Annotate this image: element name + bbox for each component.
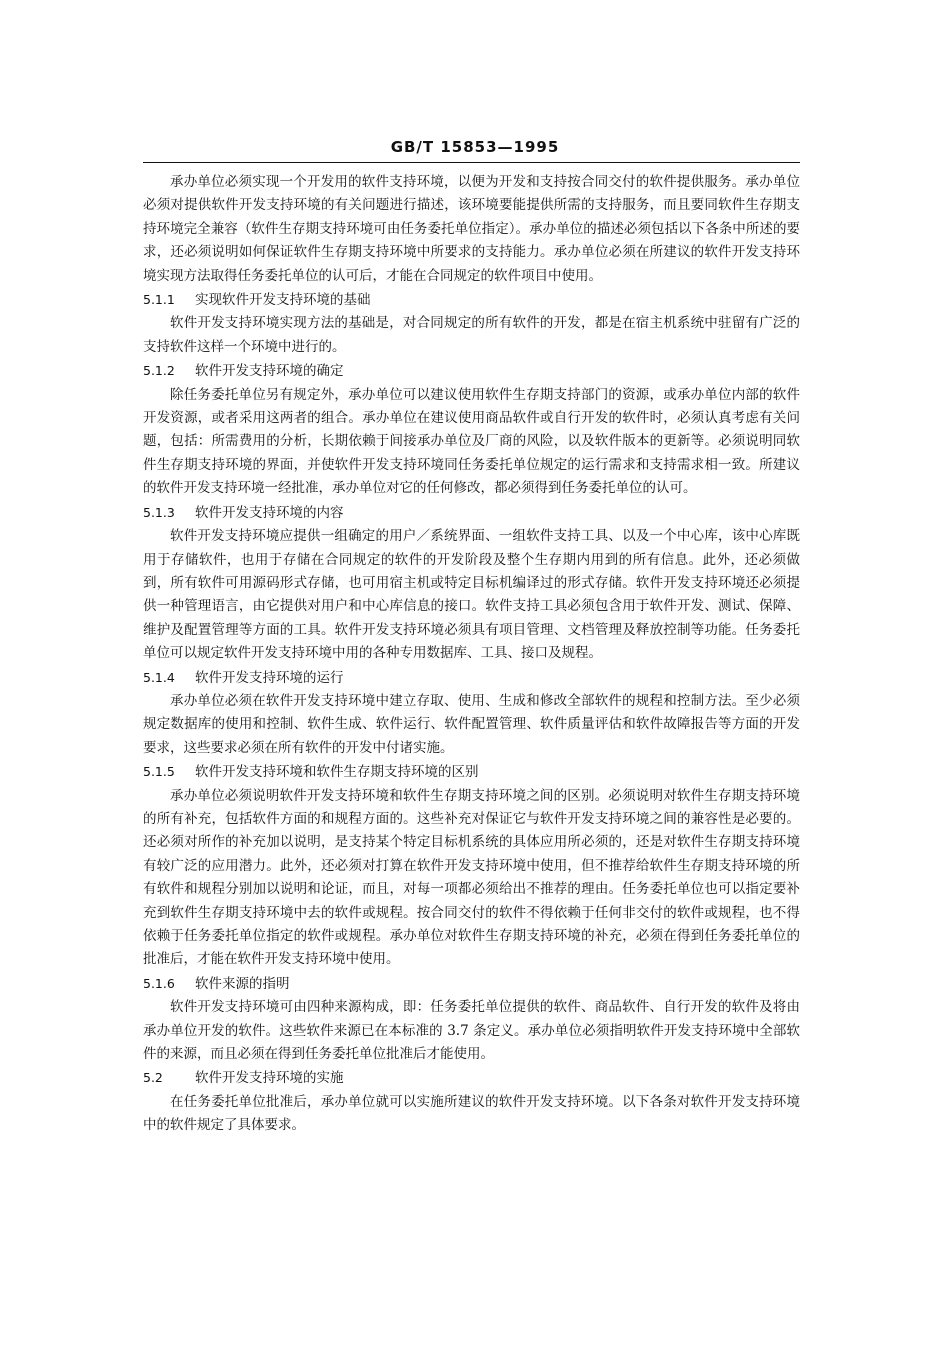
paragraph-5-1-4: 承办单位必须在软件开发支持环境中建立存取、使用、生成和修改全部软件的规程和控制方法。至少必须规定数据库的使用和控制、软件生成、软件运行、软件配置管理、软件质量评估和软件故障报告等方面的开发要求，这些要求必须在所有软件的开发中付诸实施。 (143, 692, 800, 756)
header-rule (143, 162, 800, 163)
section-number: 5.1.4 (143, 669, 175, 685)
section-heading-5-1-1 (143, 288, 800, 312)
section-number: 5.1.6 (143, 975, 175, 991)
paragraph-5-1-5: 承办单位必须说明软件开发支持环境和软件生存期支持环境之间的区别。必须说明对软件生存期支持环境的所有补充，包括软件方面的和规程方面的。这些补充对保证它与软件开发支持环境之间的兼容性是必要的。还必须对所作的补充加以说明，是支持某个特定目标机系统的具体应用所必须的，还是对软件生存期支持环境有较广泛的应用潜力。此外，还必须对打算在软件开发支持环境中使用，但不推荐给软件生存期支持环境的所有软件和规程分别加以说明和论证，而且，对每一项都必须给出不推荐的理由。任务委托单位也可以指定要补充到软件生存期支持环境中去的软件或规程。按合同交付的软件不得依赖于任何非交付的软件或规程，也不得依赖于任务委托单位指定的软件或规程。承办单位对软件生存期支持环境的补充，必须在得到任务委托单位的批准后，才能在软件开发支持环境中使用。 (143, 787, 800, 968)
section-heading-5-1-6 (143, 972, 800, 996)
paragraph-5-1-1: 软件开发支持环境实现方法的基础是，对合同规定的所有软件的开发，都是在宿主机系统中驻留有广泛的支持软件这样一个环境中进行的。 (143, 315, 800, 355)
section-heading-5-2 (143, 1066, 800, 1090)
section-heading-5-1-2 (143, 359, 800, 383)
paragraph-intro: 承办单位必须实现一个开发用的软件支持环境，以便为开发和支持按合同交付的软件提供服务。承办单位必须对提供软件开发支持环境的有关问题进行描述，该环境要能提供所需的支持服务，而且要同软件生存期支持环境完全兼容（软件生存期支持环境可由任务委托单位指定）。承办单位的描述必须包括以下各条中所述的要求，还必须说明如何保证软件生存期支持环境中所要求的支持能力。承办单位必须在所建议的软件开发支持环境实现方法取得任务委托单位的认可后，才能在合同规定的软件项目中使用。 (143, 174, 800, 284)
section-number: 5.1.2 (143, 363, 175, 379)
section-number: 5.1.5 (143, 764, 175, 780)
section-title: 软件开发支持环境的运行 (195, 669, 344, 686)
standard-number: GB/T 15853—1995 (390, 138, 560, 156)
paragraph-5-1-6: 软件开发支持环境可由四种来源构成，即：任务委托单位提供的软件、商品软件、自行开发的软件及将由承办单位开发的软件。这些软件来源已在本标准的 3.7 条定义。承办单位必须指明软件开发支持环境中全部软件的来源，而且必须在得到任务委托单位批准后才能使用。 (143, 999, 800, 1063)
section-title: 实现软件开发支持环境的基础 (195, 292, 371, 309)
section-number: 5.1.3 (143, 504, 175, 520)
section-number: 5.1.1 (143, 292, 175, 308)
section-title: 软件来源的指明 (195, 975, 290, 992)
paragraph-5-1-2: 除任务委托单位另有规定外，承办单位可以建议使用软件生存期支持部门的资源，或承办单位内部的软件开发资源，或者采用这两者的组合。承办单位在建议使用商品软件或自行开发的软件时，必须认真考虑有关问题，包括：所需费用的分析，长期依赖于间接承办单位及厂商的风险，以及软件版本的更新等。必须说明同软件生存期支持环境的界面，并使软件开发支持环境同任务委托单位规定的运行需求和支持需求相一致。所建议的软件开发支持环境一经批准，承办单位对它的任何修改，都必须得到任务委托单位的认可。 (143, 386, 800, 497)
section-heading-5-1-3 (143, 501, 800, 525)
section-heading-5-1-4 (143, 666, 800, 690)
paragraph-5-2: 在任务委托单位批准后，承办单位就可以实施所建议的软件开发支持环境。以下各条对软件开发支持环境中的软件规定了具体要求。 (143, 1093, 800, 1134)
section-title: 软件开发支持环境的内容 (195, 504, 344, 521)
section-number: 5.2 (143, 1070, 163, 1086)
section-title: 软件开发支持环境和软件生存期支持环境的区别 (195, 764, 479, 781)
paragraph-5-1-3: 软件开发支持环境应提供一组确定的用户／系统界面、一组软件支持工具、以及一个中心库，该中心库既用于存储软件，也用于存储在合同规定的软件的开发阶段及整个生存期内用到的所有信息。此外，还必须做到，所有软件可用源码形式存储，也可用宿主机或特定目标机编译过的形式存储。软件开发支持环境还必须提供一种管理语言，由它提供对用户和中心库信息的接口。软件支持工具必须包含用于软件开发、测试、保障、维护及配置管理等方面的工具。软件开发支持环境必须具有项目管理、文档管理及释放控制等功能。任务委托单位可以规定软件开发支持环境中用的各种专用数据库、工具、接口及规程。 (143, 528, 800, 662)
section-title: 软件开发支持环境的实施 (195, 1070, 344, 1087)
document-header (0, 138, 950, 156)
document-body (143, 171, 800, 1138)
section-title: 软件开发支持环境的确定 (195, 363, 344, 380)
section-heading-5-1-5 (143, 760, 800, 784)
